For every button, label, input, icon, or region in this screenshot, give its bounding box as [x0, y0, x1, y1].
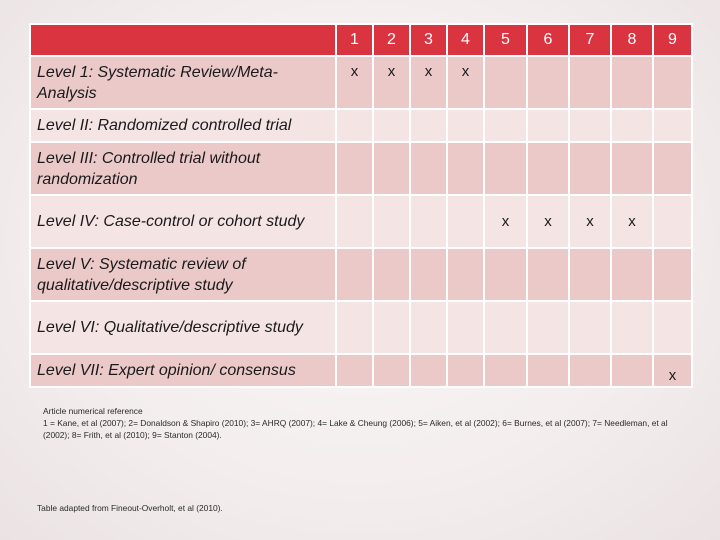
- mark-cell: [336, 354, 373, 387]
- mark-cell: x: [410, 56, 447, 109]
- header-corner-cell: [30, 24, 336, 56]
- column-header-3: 3: [410, 24, 447, 56]
- mark-cell: x: [373, 56, 410, 109]
- mark-cell: [653, 301, 692, 354]
- mark-cell: [569, 56, 611, 109]
- mark-cell: [527, 354, 569, 387]
- column-header-4: 4: [447, 24, 484, 56]
- mark-cell: [336, 109, 373, 142]
- table-row: [30, 354, 692, 387]
- evidence-level-label: Level VII: Expert opinion/ consensus: [30, 354, 336, 387]
- mark-cell: [410, 142, 447, 195]
- column-header-2: 2: [373, 24, 410, 56]
- mark-cell: [410, 301, 447, 354]
- mark-cell: [653, 109, 692, 142]
- evidence-level-label: Level 1: Systematic Review/Meta-Analysis: [30, 56, 336, 109]
- mark-cell: [653, 195, 692, 248]
- mark-cell: [611, 109, 653, 142]
- evidence-level-label: Level III: Controlled trial without randomization: [30, 142, 336, 195]
- mark-cell: [336, 248, 373, 301]
- mark-cell: [569, 142, 611, 195]
- mark-cell: [527, 248, 569, 301]
- mark-cell: [611, 142, 653, 195]
- mark-cell: [527, 142, 569, 195]
- mark-cell: [611, 56, 653, 109]
- mark-cell: x: [484, 195, 527, 248]
- mark-cell: [447, 109, 484, 142]
- mark-cell: [410, 248, 447, 301]
- mark-cell: [611, 248, 653, 301]
- table-row: [30, 248, 692, 301]
- table-row: [30, 195, 692, 248]
- mark-cell: [653, 248, 692, 301]
- table-row: [30, 142, 692, 195]
- mark-cell: [410, 354, 447, 387]
- mark-cell: [484, 354, 527, 387]
- evidence-level-label: Level VI: Qualitative/descriptive study: [30, 301, 336, 354]
- mark-cell: [447, 354, 484, 387]
- mark-cell: [484, 301, 527, 354]
- mark-cell: [569, 248, 611, 301]
- column-header-6: 6: [527, 24, 569, 56]
- mark-cell: [484, 56, 527, 109]
- mark-cell: [447, 142, 484, 195]
- mark-cell: [410, 109, 447, 142]
- table-credit: Table adapted from Fineout-Overholt, et al (2010).: [37, 503, 223, 513]
- mark-cell: [569, 354, 611, 387]
- mark-cell: [611, 354, 653, 387]
- column-header-5: 5: [484, 24, 527, 56]
- mark-cell: [336, 301, 373, 354]
- note-heading: Article numerical reference: [43, 406, 143, 416]
- mark-cell: [336, 142, 373, 195]
- mark-cell: x: [336, 56, 373, 109]
- mark-cell: [373, 248, 410, 301]
- mark-cell: [373, 354, 410, 387]
- mark-cell: [336, 195, 373, 248]
- column-header-1: 1: [336, 24, 373, 56]
- mark-cell: [569, 301, 611, 354]
- evidence-level-label: Level V: Systematic review of qualitative/descriptive study: [30, 248, 336, 301]
- mark-cell: [373, 301, 410, 354]
- mark-cell: [373, 109, 410, 142]
- mark-cell: x: [611, 195, 653, 248]
- mark-cell: x: [527, 195, 569, 248]
- table-row: [30, 301, 692, 354]
- mark-cell: [484, 109, 527, 142]
- evidence-level-label: Level II: Randomized controlled trial: [30, 109, 336, 142]
- mark-cell: [569, 109, 611, 142]
- mark-cell: [527, 301, 569, 354]
- mark-cell: x: [569, 195, 611, 248]
- note-text: 1 = Kane, et al (2007); 2= Donaldson & Shapiro (2010); 3= AHRQ (2007); 4= Lake & Cheung (2006); 5= Aiken, et al (2002); 6= Burnes, et al (2007); 7= Needleman, et al (2002); 8= Frith, et al (2010); 9= Stanton (2004).: [43, 418, 668, 440]
- mark-cell: [527, 109, 569, 142]
- column-header-8: 8: [611, 24, 653, 56]
- mark-cell: x: [653, 354, 692, 387]
- mark-cell: x: [447, 56, 484, 109]
- mark-cell: [484, 142, 527, 195]
- mark-cell: [447, 195, 484, 248]
- mark-cell: [373, 195, 410, 248]
- column-header-9: 9: [653, 24, 692, 56]
- mark-cell: [611, 301, 653, 354]
- mark-cell: [653, 142, 692, 195]
- mark-cell: [447, 301, 484, 354]
- evidence-level-table: [29, 23, 693, 388]
- mark-cell: [653, 56, 692, 109]
- article-reference-note: [43, 405, 683, 441]
- mark-cell: [373, 142, 410, 195]
- mark-cell: [447, 248, 484, 301]
- evidence-level-label: Level IV: Case-control or cohort study: [30, 195, 336, 248]
- table-header-row: [30, 24, 692, 56]
- mark-cell: [484, 248, 527, 301]
- mark-cell: [410, 195, 447, 248]
- table-row: [30, 56, 692, 109]
- table-row: [30, 109, 692, 142]
- column-header-7: 7: [569, 24, 611, 56]
- mark-cell: [527, 56, 569, 109]
